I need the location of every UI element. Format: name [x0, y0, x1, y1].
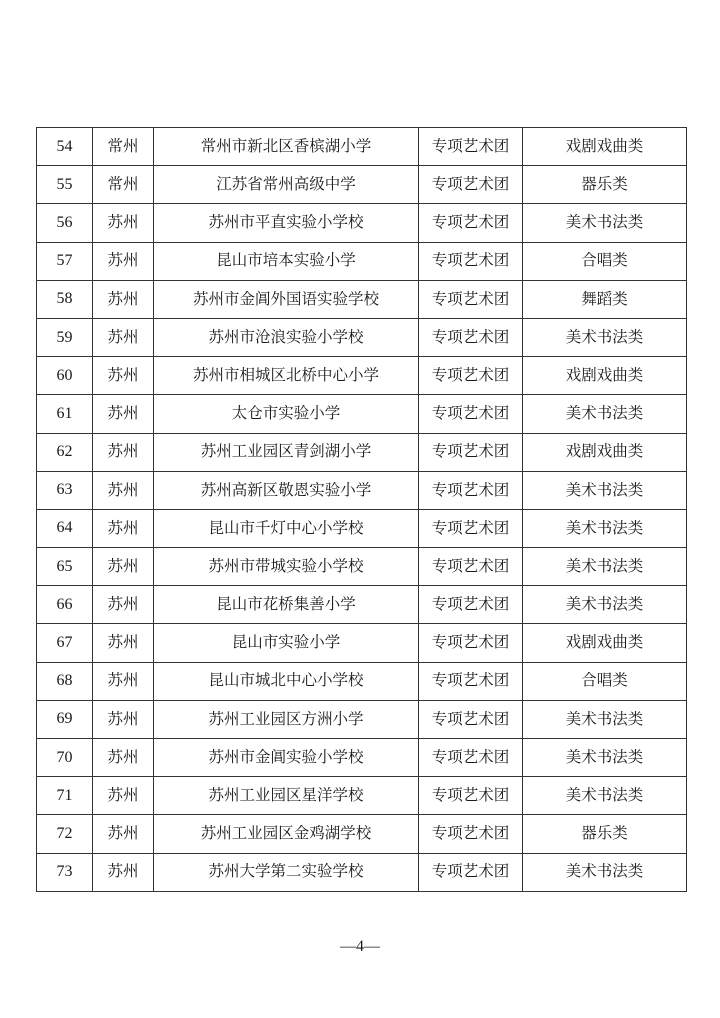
row-number-cell: 63: [37, 471, 93, 509]
table-row: [37, 128, 687, 166]
city-cell: 苏州: [93, 433, 154, 471]
category-cell: 美术书法类: [523, 204, 687, 242]
city-cell: 苏州: [93, 777, 154, 815]
school-name-cell: 常州市新北区香槟湖小学: [154, 128, 419, 166]
table-row: [37, 280, 687, 318]
table-row: [37, 700, 687, 738]
row-number-cell: 56: [37, 204, 93, 242]
row-number-cell: 67: [37, 624, 93, 662]
category-cell: 戏剧戏曲类: [523, 624, 687, 662]
category-cell: 戏剧戏曲类: [523, 128, 687, 166]
school-name-cell: 苏州工业园区方洲小学: [154, 700, 419, 738]
row-number-cell: 71: [37, 777, 93, 815]
table-row: [37, 586, 687, 624]
city-cell: 苏州: [93, 395, 154, 433]
project-type-cell: 专项艺术团: [419, 586, 523, 624]
school-name-cell: 苏州市金阊实验小学校: [154, 739, 419, 777]
project-type-cell: 专项艺术团: [419, 662, 523, 700]
city-cell: 苏州: [93, 548, 154, 586]
city-cell: 苏州: [93, 586, 154, 624]
city-cell: 苏州: [93, 624, 154, 662]
city-cell: 苏州: [93, 471, 154, 509]
page-number: —4—: [340, 938, 380, 955]
category-cell: 美术书法类: [523, 700, 687, 738]
table-row: [37, 739, 687, 777]
category-cell: 美术书法类: [523, 739, 687, 777]
city-cell: 苏州: [93, 204, 154, 242]
city-cell: 苏州: [93, 853, 154, 891]
school-name-cell: 昆山市千灯中心小学校: [154, 509, 419, 547]
row-number-cell: 59: [37, 318, 93, 356]
table-row: [37, 815, 687, 853]
table-row: [37, 204, 687, 242]
school-name-cell: 苏州工业园区金鸡湖学校: [154, 815, 419, 853]
row-number-cell: 69: [37, 700, 93, 738]
row-number-cell: 70: [37, 739, 93, 777]
project-type-cell: 专项艺术团: [419, 128, 523, 166]
category-cell: 舞蹈类: [523, 280, 687, 318]
category-cell: 美术书法类: [523, 395, 687, 433]
table-row: [37, 853, 687, 891]
category-cell: 美术书法类: [523, 853, 687, 891]
table-row: [37, 471, 687, 509]
city-cell: 苏州: [93, 318, 154, 356]
table-row: [37, 357, 687, 395]
project-type-cell: 专项艺术团: [419, 548, 523, 586]
row-number-cell: 54: [37, 128, 93, 166]
school-name-cell: 苏州大学第二实验学校: [154, 853, 419, 891]
school-list-table: [36, 127, 687, 892]
city-cell: 常州: [93, 166, 154, 204]
table-row: [37, 777, 687, 815]
city-cell: 苏州: [93, 242, 154, 280]
city-cell: 苏州: [93, 700, 154, 738]
row-number-cell: 61: [37, 395, 93, 433]
row-number-cell: 55: [37, 166, 93, 204]
category-cell: 美术书法类: [523, 318, 687, 356]
category-cell: 美术书法类: [523, 548, 687, 586]
table-row: [37, 242, 687, 280]
table-body: [37, 128, 687, 892]
school-name-cell: 昆山市培本实验小学: [154, 242, 419, 280]
category-cell: 美术书法类: [523, 586, 687, 624]
category-cell: 器乐类: [523, 166, 687, 204]
city-cell: 苏州: [93, 509, 154, 547]
project-type-cell: 专项艺术团: [419, 242, 523, 280]
table-row: [37, 318, 687, 356]
row-number-cell: 57: [37, 242, 93, 280]
school-name-cell: 苏州市平直实验小学校: [154, 204, 419, 242]
category-cell: 戏剧戏曲类: [523, 433, 687, 471]
row-number-cell: 58: [37, 280, 93, 318]
school-name-cell: 江苏省常州高级中学: [154, 166, 419, 204]
table-row: [37, 548, 687, 586]
school-name-cell: 昆山市城北中心小学校: [154, 662, 419, 700]
school-name-cell: 苏州工业园区青剑湖小学: [154, 433, 419, 471]
city-cell: 苏州: [93, 280, 154, 318]
row-number-cell: 72: [37, 815, 93, 853]
table-row: [37, 509, 687, 547]
category-cell: 戏剧戏曲类: [523, 357, 687, 395]
project-type-cell: 专项艺术团: [419, 318, 523, 356]
row-number-cell: 68: [37, 662, 93, 700]
city-cell: 常州: [93, 128, 154, 166]
school-name-cell: 太仓市实验小学: [154, 395, 419, 433]
table-row: [37, 166, 687, 204]
city-cell: 苏州: [93, 739, 154, 777]
school-name-cell: 昆山市实验小学: [154, 624, 419, 662]
table-row: [37, 624, 687, 662]
project-type-cell: 专项艺术团: [419, 853, 523, 891]
table-row: [37, 433, 687, 471]
row-number-cell: 73: [37, 853, 93, 891]
row-number-cell: 64: [37, 509, 93, 547]
project-type-cell: 专项艺术团: [419, 280, 523, 318]
school-name-cell: 苏州工业园区星洋学校: [154, 777, 419, 815]
category-cell: 美术书法类: [523, 471, 687, 509]
category-cell: 合唱类: [523, 662, 687, 700]
table-row: [37, 662, 687, 700]
category-cell: 美术书法类: [523, 509, 687, 547]
row-number-cell: 60: [37, 357, 93, 395]
school-name-cell: 苏州市金阊外国语实验学校: [154, 280, 419, 318]
project-type-cell: 专项艺术团: [419, 509, 523, 547]
school-name-cell: 昆山市花桥集善小学: [154, 586, 419, 624]
project-type-cell: 专项艺术团: [419, 395, 523, 433]
project-type-cell: 专项艺术团: [419, 700, 523, 738]
school-name-cell: 苏州市沧浪实验小学校: [154, 318, 419, 356]
project-type-cell: 专项艺术团: [419, 777, 523, 815]
project-type-cell: 专项艺术团: [419, 357, 523, 395]
project-type-cell: 专项艺术团: [419, 204, 523, 242]
row-number-cell: 66: [37, 586, 93, 624]
category-cell: 美术书法类: [523, 777, 687, 815]
city-cell: 苏州: [93, 815, 154, 853]
school-name-cell: 苏州高新区敬恩实验小学: [154, 471, 419, 509]
project-type-cell: 专项艺术团: [419, 433, 523, 471]
row-number-cell: 62: [37, 433, 93, 471]
table-row: [37, 395, 687, 433]
city-cell: 苏州: [93, 662, 154, 700]
project-type-cell: 专项艺术团: [419, 166, 523, 204]
school-name-cell: 苏州市带城实验小学校: [154, 548, 419, 586]
project-type-cell: 专项艺术团: [419, 624, 523, 662]
city-cell: 苏州: [93, 357, 154, 395]
project-type-cell: 专项艺术团: [419, 739, 523, 777]
school-name-cell: 苏州市相城区北桥中心小学: [154, 357, 419, 395]
category-cell: 合唱类: [523, 242, 687, 280]
project-type-cell: 专项艺术团: [419, 471, 523, 509]
row-number-cell: 65: [37, 548, 93, 586]
category-cell: 器乐类: [523, 815, 687, 853]
project-type-cell: 专项艺术团: [419, 815, 523, 853]
